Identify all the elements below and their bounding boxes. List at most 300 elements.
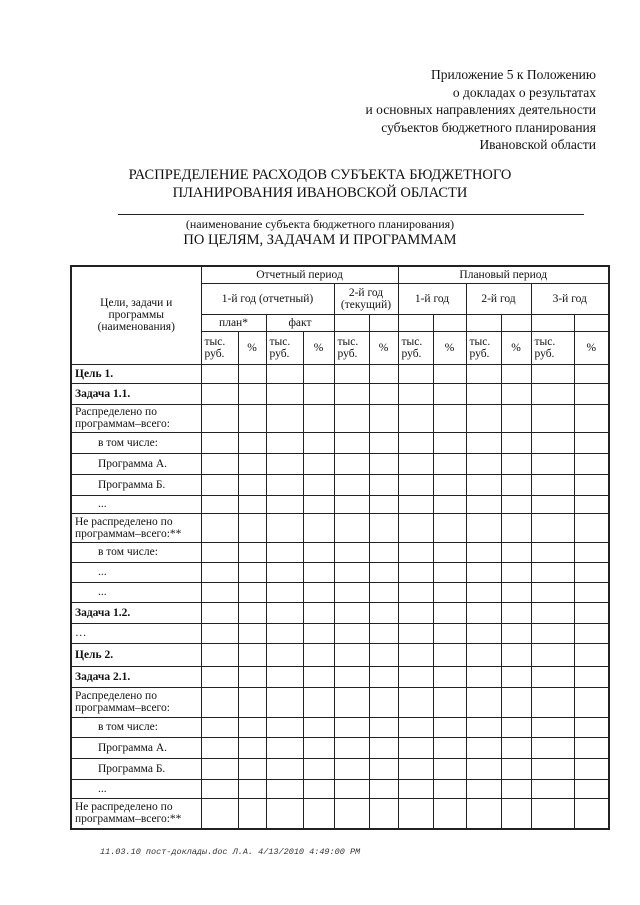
value-cell: [531, 758, 574, 779]
row-label: в том числе:: [71, 542, 201, 562]
value-cell: [238, 798, 266, 829]
value-cell: [501, 737, 531, 758]
value-cell: [303, 542, 334, 562]
value-cell: [398, 602, 433, 623]
empty-cell: [531, 314, 574, 331]
value-cell: [201, 495, 238, 513]
value-cell: [369, 453, 398, 474]
value-cell: [466, 542, 501, 562]
value-cell: [531, 623, 574, 643]
value-cell: [398, 687, 433, 717]
value-cell: [369, 513, 398, 542]
value-cell: [501, 623, 531, 643]
value-cell: [238, 602, 266, 623]
value-cell: [201, 474, 238, 495]
value-cell: [369, 623, 398, 643]
value-cell: [466, 432, 501, 453]
row-label: ...: [71, 495, 201, 513]
value-cell: [238, 432, 266, 453]
value-cell: [303, 666, 334, 687]
value-cell: [303, 383, 334, 404]
value-cell: [303, 602, 334, 623]
table-row: [71, 432, 609, 453]
value-cell: [369, 404, 398, 432]
value-cell: [238, 582, 266, 602]
value-cell: [334, 474, 369, 495]
value-cell: [303, 562, 334, 582]
value-cell: [531, 666, 574, 687]
value-cell: [501, 513, 531, 542]
value-cell: [369, 643, 398, 666]
value-cell: [574, 798, 609, 829]
value-cell: [334, 383, 369, 404]
value-cell: [238, 717, 266, 737]
row-label: …: [71, 623, 201, 643]
value-cell: [501, 453, 531, 474]
value-cell: [531, 582, 574, 602]
value-cell: [574, 495, 609, 513]
value-cell: [238, 779, 266, 798]
value-cell: [433, 474, 466, 495]
value-cell: [433, 758, 466, 779]
value-cell: [574, 758, 609, 779]
value-cell: [398, 453, 433, 474]
value-cell: [238, 495, 266, 513]
value-cell: [466, 383, 501, 404]
value-cell: [466, 582, 501, 602]
value-cell: [334, 404, 369, 432]
value-cell: [334, 602, 369, 623]
value-cell: [574, 383, 609, 404]
value-cell: [369, 758, 398, 779]
value-cell: [574, 453, 609, 474]
table-row: [71, 623, 609, 643]
value-cell: [398, 513, 433, 542]
title-line: ПЛАНИРОВАНИЯ ИВАНОВСКОЙ ОБЛАСТИ: [172, 185, 468, 201]
value-cell: [369, 582, 398, 602]
header-plan: план*: [201, 314, 266, 331]
value-cell: [466, 717, 501, 737]
value-cell: [398, 717, 433, 737]
value-cell: [334, 495, 369, 513]
value-cell: [334, 666, 369, 687]
value-cell: [531, 432, 574, 453]
value-cell: [369, 474, 398, 495]
empty-cell: [369, 314, 398, 331]
value-cell: [303, 737, 334, 758]
value-cell: [266, 364, 303, 383]
value-cell: [501, 432, 531, 453]
value-cell: [501, 562, 531, 582]
value-cell: [501, 798, 531, 829]
value-cell: [574, 623, 609, 643]
value-cell: [266, 404, 303, 432]
value-cell: [531, 404, 574, 432]
table-row: [71, 602, 609, 623]
row-label: Программа Б.: [71, 758, 201, 779]
document-title: [0, 166, 640, 202]
value-cell: [501, 582, 531, 602]
header-plan-year3: 3-й год: [531, 283, 609, 314]
value-cell: [466, 562, 501, 582]
value-cell: [531, 542, 574, 562]
value-cell: [303, 582, 334, 602]
row-label: Программа А.: [71, 453, 201, 474]
appendix-note: [366, 66, 596, 154]
value-cell: [531, 495, 574, 513]
value-cell: [466, 623, 501, 643]
percent-header: %: [303, 331, 334, 364]
value-cell: [266, 542, 303, 562]
row-label: ...: [71, 562, 201, 582]
document-subtitle: ПО ЦЕЛЯМ, ЗАДАЧАМ И ПРОГРАММАМ: [183, 232, 457, 248]
header-plan-year2: 2-й год: [466, 283, 531, 314]
value-cell: [369, 432, 398, 453]
value-cell: [266, 737, 303, 758]
header-planned-period: Плановый период: [398, 266, 609, 283]
value-cell: [334, 687, 369, 717]
value-cell: [501, 404, 531, 432]
value-cell: [201, 562, 238, 582]
table-row: [71, 404, 609, 432]
value-cell: [531, 513, 574, 542]
row-label: Цель 1.: [71, 364, 201, 383]
value-cell: [501, 364, 531, 383]
value-cell: [433, 643, 466, 666]
value-cell: [433, 404, 466, 432]
value-cell: [266, 383, 303, 404]
appendix-line: и основных направлениях деятельности: [365, 102, 596, 117]
value-cell: [334, 432, 369, 453]
value-cell: [334, 364, 369, 383]
unit-header: тыс. руб.: [334, 331, 369, 364]
value-cell: [398, 779, 433, 798]
header-year2-current: 2-й год (текущий): [334, 283, 398, 314]
unit-header: тыс. руб.: [266, 331, 303, 364]
value-cell: [266, 758, 303, 779]
value-cell: [398, 623, 433, 643]
value-cell: [466, 602, 501, 623]
percent-header: %: [433, 331, 466, 364]
table-row: [71, 453, 609, 474]
unit-header: тыс. руб.: [531, 331, 574, 364]
value-cell: [466, 798, 501, 829]
row-label: ...: [71, 582, 201, 602]
table-row: [71, 717, 609, 737]
value-cell: [238, 562, 266, 582]
value-cell: [433, 453, 466, 474]
value-cell: [501, 383, 531, 404]
value-cell: [574, 717, 609, 737]
value-cell: [201, 687, 238, 717]
value-cell: [201, 737, 238, 758]
table-row: [71, 495, 609, 513]
row-label: Распределено по программам–всего:: [71, 404, 201, 432]
value-cell: [574, 404, 609, 432]
value-cell: [433, 432, 466, 453]
row-label: Задача 1.2.: [71, 602, 201, 623]
value-cell: [433, 666, 466, 687]
value-cell: [266, 717, 303, 737]
value-cell: [501, 758, 531, 779]
value-cell: [466, 404, 501, 432]
row-label: в том числе:: [71, 717, 201, 737]
value-cell: [501, 717, 531, 737]
value-cell: [369, 666, 398, 687]
value-cell: [303, 404, 334, 432]
empty-cell: [466, 314, 501, 331]
value-cell: [369, 383, 398, 404]
value-cell: [201, 779, 238, 798]
value-cell: [303, 687, 334, 717]
unit-header: тыс. руб.: [201, 331, 238, 364]
value-cell: [501, 495, 531, 513]
value-cell: [531, 364, 574, 383]
value-cell: [433, 513, 466, 542]
value-cell: [574, 542, 609, 562]
value-cell: [238, 383, 266, 404]
value-cell: [266, 495, 303, 513]
table-row: [71, 364, 609, 383]
appendix-line: субъектов бюджетного планирования: [381, 119, 596, 135]
value-cell: [303, 513, 334, 542]
value-cell: [266, 687, 303, 717]
value-cell: [466, 779, 501, 798]
value-cell: [201, 643, 238, 666]
table-row: [71, 562, 609, 582]
value-cell: [433, 798, 466, 829]
value-cell: [574, 643, 609, 666]
value-cell: [266, 623, 303, 643]
value-cell: [334, 737, 369, 758]
value-cell: [201, 542, 238, 562]
empty-cell: [501, 314, 531, 331]
value-cell: [238, 513, 266, 542]
value-cell: [201, 798, 238, 829]
row-label: Распределено по программам–всего:: [71, 687, 201, 717]
percent-header: %: [574, 331, 609, 364]
appendix-line: о докладах о результатах: [452, 84, 596, 100]
value-cell: [303, 364, 334, 383]
value-cell: [574, 779, 609, 798]
unit-header: тыс. руб.: [466, 331, 501, 364]
value-cell: [334, 582, 369, 602]
percent-header: %: [369, 331, 398, 364]
value-cell: [466, 737, 501, 758]
value-cell: [334, 542, 369, 562]
value-cell: [266, 602, 303, 623]
value-cell: [433, 383, 466, 404]
value-cell: [369, 495, 398, 513]
value-cell: [201, 364, 238, 383]
table-row: [71, 542, 609, 562]
value-cell: [266, 582, 303, 602]
value-cell: [201, 404, 238, 432]
value-cell: [303, 779, 334, 798]
value-cell: [201, 383, 238, 404]
value-cell: [201, 717, 238, 737]
table-row: [71, 513, 609, 542]
value-cell: [466, 687, 501, 717]
value-cell: [574, 562, 609, 582]
row-label: ...: [71, 779, 201, 798]
value-cell: [531, 383, 574, 404]
value-cell: [238, 404, 266, 432]
value-cell: [266, 474, 303, 495]
value-cell: [466, 474, 501, 495]
value-cell: [398, 383, 433, 404]
value-cell: [398, 643, 433, 666]
value-cell: [303, 798, 334, 829]
percent-header: %: [238, 331, 266, 364]
value-cell: [433, 495, 466, 513]
row-label: Программа Б.: [71, 474, 201, 495]
value-cell: [369, 779, 398, 798]
document-footer: 11.03.10 пост-доклады.doc Л.А. 4/13/2010 4:49:00 PM: [100, 847, 361, 857]
value-cell: [201, 453, 238, 474]
appendix-line: Ивановской области: [479, 137, 596, 152]
value-cell: [501, 666, 531, 687]
value-cell: [334, 717, 369, 737]
value-cell: [433, 542, 466, 562]
row-label: Не распределено по программам–всего:**: [71, 513, 201, 542]
header-goals: Цели, задачи и программы (наименования): [71, 266, 201, 364]
value-cell: [398, 432, 433, 453]
value-cell: [238, 542, 266, 562]
value-cell: [303, 495, 334, 513]
value-cell: [433, 623, 466, 643]
value-cell: [334, 779, 369, 798]
value-cell: [433, 562, 466, 582]
value-cell: [398, 758, 433, 779]
value-cell: [266, 798, 303, 829]
value-cell: [574, 737, 609, 758]
value-cell: [266, 513, 303, 542]
value-cell: [433, 602, 466, 623]
value-cell: [574, 687, 609, 717]
value-cell: [334, 758, 369, 779]
value-cell: [238, 364, 266, 383]
value-cell: [398, 798, 433, 829]
table-row: [71, 474, 609, 495]
value-cell: [466, 453, 501, 474]
empty-cell: [574, 314, 609, 331]
expenses-table: [70, 265, 610, 830]
value-cell: [466, 643, 501, 666]
value-cell: [531, 687, 574, 717]
table-row: [71, 798, 609, 829]
value-cell: [466, 666, 501, 687]
value-cell: [398, 737, 433, 758]
value-cell: [398, 582, 433, 602]
row-label: Программа А.: [71, 737, 201, 758]
value-cell: [238, 687, 266, 717]
value-cell: [303, 453, 334, 474]
value-cell: [201, 623, 238, 643]
table-row: [71, 383, 609, 404]
table-row: [71, 758, 609, 779]
value-cell: [303, 643, 334, 666]
value-cell: [574, 602, 609, 623]
table-row: [71, 643, 609, 666]
value-cell: [574, 582, 609, 602]
value-cell: [369, 364, 398, 383]
header-reporting-period: Отчетный период: [201, 266, 398, 283]
value-cell: [238, 666, 266, 687]
value-cell: [398, 666, 433, 687]
value-cell: [574, 474, 609, 495]
empty-cell: [433, 314, 466, 331]
value-cell: [501, 542, 531, 562]
header-plan-year1: 1-й год: [398, 283, 466, 314]
value-cell: [303, 474, 334, 495]
value-cell: [398, 474, 433, 495]
value-cell: [531, 602, 574, 623]
value-cell: [574, 513, 609, 542]
value-cell: [398, 542, 433, 562]
value-cell: [501, 687, 531, 717]
value-cell: [201, 513, 238, 542]
table-row: [71, 666, 609, 687]
row-label: Задача 1.1.: [71, 383, 201, 404]
value-cell: [266, 453, 303, 474]
empty-cell: [398, 314, 433, 331]
value-cell: [303, 432, 334, 453]
value-cell: [201, 582, 238, 602]
row-label: в том числе:: [71, 432, 201, 453]
value-cell: [334, 798, 369, 829]
value-cell: [531, 779, 574, 798]
table-row: [71, 737, 609, 758]
value-cell: [369, 717, 398, 737]
value-cell: [501, 602, 531, 623]
row-label: Задача 2.1.: [71, 666, 201, 687]
table-row: [71, 779, 609, 798]
value-cell: [238, 474, 266, 495]
value-cell: [369, 737, 398, 758]
value-cell: [466, 364, 501, 383]
value-cell: [466, 495, 501, 513]
value-cell: [238, 623, 266, 643]
value-cell: [531, 562, 574, 582]
subject-name-line: [118, 214, 584, 215]
table-row: [71, 582, 609, 602]
value-cell: [266, 643, 303, 666]
value-cell: [369, 562, 398, 582]
value-cell: [266, 779, 303, 798]
value-cell: [238, 737, 266, 758]
empty-cell: [334, 314, 369, 331]
subject-caption: (наименование субъекта бюджетного планирования): [185, 217, 455, 231]
value-cell: [201, 602, 238, 623]
value-cell: [398, 364, 433, 383]
value-cell: [303, 758, 334, 779]
value-cell: [433, 364, 466, 383]
title-line: РАСПРЕДЕЛЕНИЕ РАСХОДОВ СУБЪЕКТА БЮДЖЕТНОГО: [128, 167, 512, 183]
value-cell: [334, 643, 369, 666]
value-cell: [238, 643, 266, 666]
value-cell: [531, 453, 574, 474]
value-cell: [334, 453, 369, 474]
value-cell: [398, 562, 433, 582]
value-cell: [574, 666, 609, 687]
value-cell: [303, 623, 334, 643]
value-cell: [266, 562, 303, 582]
value-cell: [433, 582, 466, 602]
header-fact: факт: [266, 314, 334, 331]
value-cell: [501, 474, 531, 495]
unit-header: тыс. руб.: [398, 331, 433, 364]
